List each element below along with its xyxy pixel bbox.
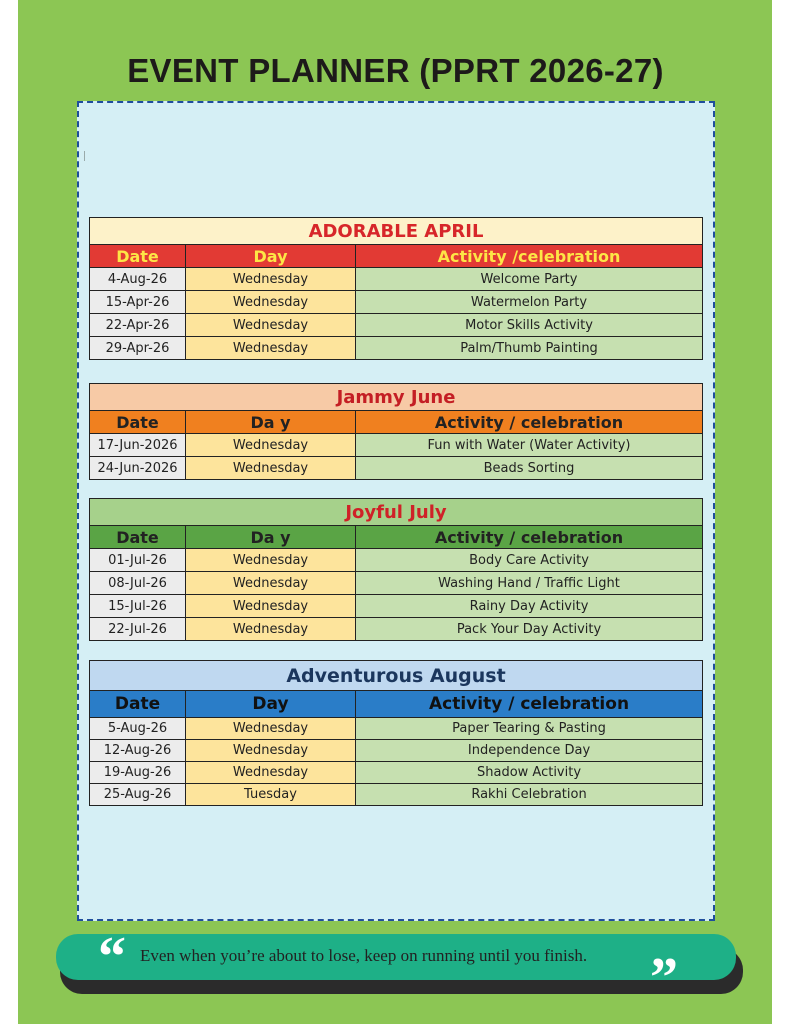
- date-cell: 01-Jul-26: [90, 549, 186, 572]
- header-day: Da y: [186, 411, 356, 434]
- date-cell: 5-Aug-26: [90, 718, 186, 740]
- day-cell: Wednesday: [186, 762, 356, 784]
- april-table: [89, 217, 703, 360]
- day-cell: Tuesday: [186, 784, 356, 806]
- activity-cell: Watermelon Party: [356, 291, 703, 314]
- activity-cell: Palm/Thumb Painting: [356, 337, 703, 360]
- date-cell: 4-Aug-26: [90, 268, 186, 291]
- activity-cell: Pack Your Day Activity: [356, 618, 703, 641]
- activity-cell: Shadow Activity: [356, 762, 703, 784]
- day-cell: Wednesday: [186, 618, 356, 641]
- date-cell: 15-Jul-26: [90, 595, 186, 618]
- table-row: [90, 740, 703, 762]
- activity-cell: Washing Hand / Traffic Light: [356, 572, 703, 595]
- table-row: [90, 718, 703, 740]
- header-day: Day: [186, 245, 356, 268]
- table-row: [90, 434, 703, 457]
- header-date: Date: [90, 526, 186, 549]
- june-table: [89, 383, 703, 480]
- table-row: [90, 457, 703, 480]
- activity-cell: Paper Tearing & Pasting: [356, 718, 703, 740]
- activity-cell: Rainy Day Activity: [356, 595, 703, 618]
- date-cell: 22-Apr-26: [90, 314, 186, 337]
- day-cell: Wednesday: [186, 337, 356, 360]
- table-row: [90, 268, 703, 291]
- header-activity: Activity / celebration: [356, 526, 703, 549]
- header-date: Date: [90, 691, 186, 718]
- date-cell: 29-Apr-26: [90, 337, 186, 360]
- header-activity: Activity / celebration: [356, 691, 703, 718]
- day-cell: Wednesday: [186, 314, 356, 337]
- date-cell: 22-Jul-26: [90, 618, 186, 641]
- table-row: [90, 762, 703, 784]
- quote-text: Even when you’re about to lose, keep on running until you finish.: [140, 946, 588, 965]
- table-row: [90, 314, 703, 337]
- header-activity: Activity / celebration: [356, 411, 703, 434]
- table-row: [90, 595, 703, 618]
- date-cell: 19-Aug-26: [90, 762, 186, 784]
- date-cell: 12-Aug-26: [90, 740, 186, 762]
- table-row: [90, 572, 703, 595]
- date-cell: 24-Jun-2026: [90, 457, 186, 480]
- header-day: Da y: [186, 526, 356, 549]
- day-cell: Wednesday: [186, 718, 356, 740]
- header-activity: Activity /celebration: [356, 245, 703, 268]
- page-title: EVENT PLANNER (PPRT 2026-27): [127, 52, 664, 89]
- activity-cell: Beads Sorting: [356, 457, 703, 480]
- day-cell: Wednesday: [186, 572, 356, 595]
- day-cell: Wednesday: [186, 740, 356, 762]
- month-title: Adventurous August: [90, 661, 703, 691]
- close-quote-icon: ”: [650, 947, 678, 1009]
- july-table: [89, 498, 703, 641]
- activity-cell: Welcome Party: [356, 268, 703, 291]
- month-title: Joyful July: [90, 499, 703, 526]
- activity-cell: Motor Skills Activity: [356, 314, 703, 337]
- date-cell: 15-Apr-26: [90, 291, 186, 314]
- table-row: [90, 291, 703, 314]
- date-cell: 17-Jun-2026: [90, 434, 186, 457]
- day-cell: Wednesday: [186, 595, 356, 618]
- activity-cell: Fun with Water (Water Activity): [356, 434, 703, 457]
- day-cell: Wednesday: [186, 457, 356, 480]
- date-cell: 08-Jul-26: [90, 572, 186, 595]
- date-cell: 25-Aug-26: [90, 784, 186, 806]
- table-row: [90, 337, 703, 360]
- header-date: Date: [90, 411, 186, 434]
- day-cell: Wednesday: [186, 549, 356, 572]
- header-day: Day: [186, 691, 356, 718]
- month-title: Jammy June: [90, 384, 703, 411]
- open-quote-icon: “: [98, 926, 126, 988]
- activity-cell: Rakhi Celebration: [356, 784, 703, 806]
- day-cell: Wednesday: [186, 434, 356, 457]
- day-cell: Wednesday: [186, 291, 356, 314]
- table-row: [90, 549, 703, 572]
- day-cell: Wednesday: [186, 268, 356, 291]
- activity-cell: Independence Day: [356, 740, 703, 762]
- table-row: [90, 618, 703, 641]
- activity-cell: Body Care Activity: [356, 549, 703, 572]
- header-date: Date: [90, 245, 186, 268]
- august-table: [89, 660, 703, 806]
- month-title: ADORABLE APRIL: [90, 218, 703, 245]
- table-row: [90, 784, 703, 806]
- panel-mark: [84, 151, 85, 161]
